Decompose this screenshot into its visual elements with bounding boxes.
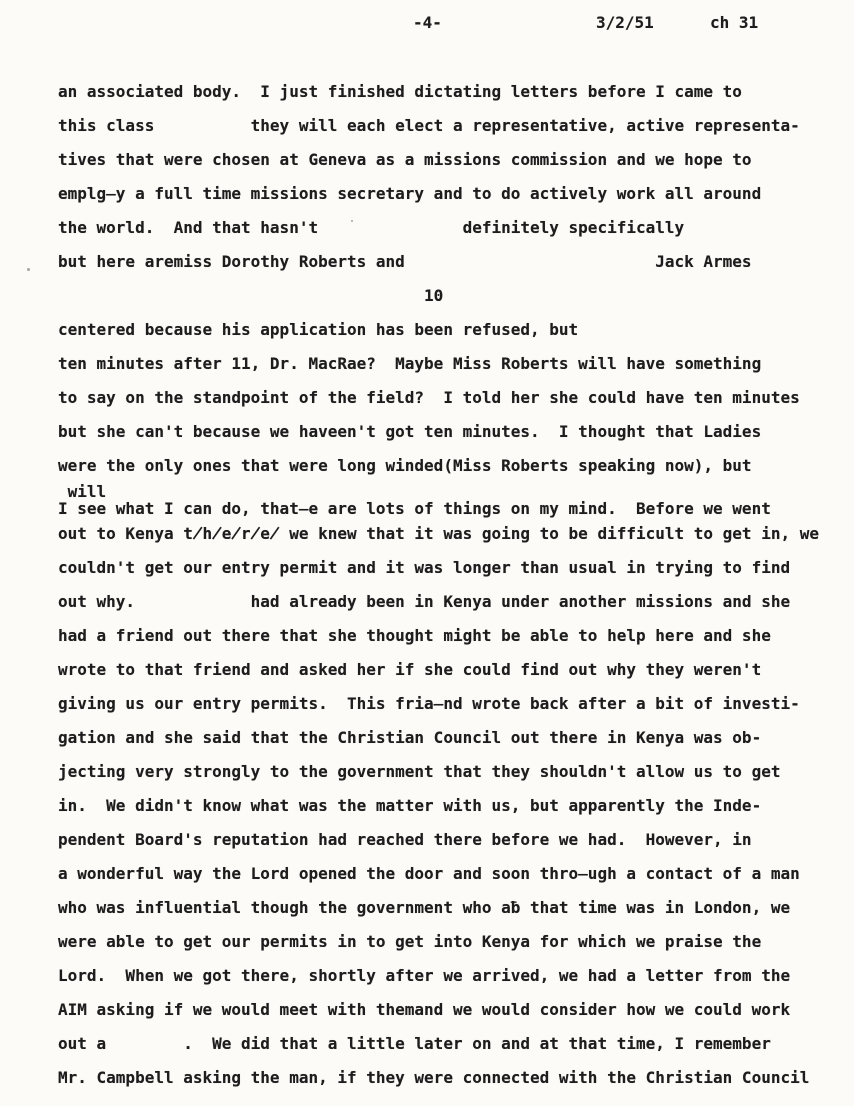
typescript-line: had a friend out there that she thought might be able to help here and she [58, 626, 771, 645]
typescript-line: were able to get our permits in to get into Kenya for which we praise the [58, 932, 762, 951]
typescript-line: in. We didn't know what was the matter with us, but apparently the Inde- [58, 796, 762, 815]
typescript-line: but here aremiss Dorothy Roberts and Jack Armes [58, 252, 752, 271]
typescript-line: AIM asking if we would meet with themand we would consider how we could work [58, 1000, 791, 1019]
typescript-line: wrote to that friend and asked her if she could find out why they weren't [58, 660, 762, 679]
typescript-line: out a . We did that a little later on and at that time, I remember [58, 1034, 771, 1053]
page-date: 3/2/51 [596, 13, 654, 32]
typescript-line: Lord. When we got there, shortly after we arrived, we had a letter from the [58, 966, 791, 985]
typescript-line: out to Kenya t̸h̸e̸r̸e̸ we knew that it was going to be difficult to get in, we [58, 524, 819, 543]
typescript-line: centered because his application has been refused, but [58, 320, 579, 339]
typescript-line: who was influential though the government who aƀ that time was in London, we [58, 898, 791, 917]
typescript-line: giving us our entry permits. This fria̶nd wrote back after a bit of investi- [58, 694, 800, 713]
scan-speck [351, 220, 353, 222]
typescript-line: tives that were chosen at Geneva as a missions commission and we hope to [58, 150, 752, 169]
typescript-line: were the only ones that were long winded(Miss Roberts speaking now), but [58, 456, 752, 475]
typescript-line: this class they will each elect a representative, active representa- [58, 116, 800, 135]
scan-speck [27, 268, 30, 271]
typescript-line: Mr. Campbell asking the man, if they were connected with the Christian Council [58, 1068, 810, 1087]
typescript-line: out why. had already been in Kenya under another missions and she [58, 592, 791, 611]
typescript-line: 10 [58, 286, 444, 305]
typescript-line: I see what I can do, that̶e are lots of things on my mind. Before we went [58, 499, 771, 518]
typescript-line: an associated body. I just finished dictating letters before I came to [58, 82, 742, 101]
typescript-line: a wonderful way the Lord opened the door and soon thro̶ugh a contact of a man [58, 864, 800, 883]
typescript-line: emplg̶y a full time missions secretary and to do actively work all around [58, 184, 762, 203]
typescript-body [58, 75, 854, 1095]
page-number: -4- [413, 13, 442, 32]
typescript-line: jecting very strongly to the government that they shouldn't allow us to get [58, 762, 781, 781]
typescript-line: couldn't get our entry permit and it was longer than usual in trying to find [58, 558, 791, 577]
chapter-reference: ch 31 [710, 13, 759, 32]
typescript-line: ten minutes after 11, Dr. MacRae? Maybe Miss Roberts will have something [58, 354, 762, 373]
typescript-line: the world. And that hasn't definitely specifically [58, 218, 685, 237]
typescript-line: gation and she said that the Christian Council out there in Kenya was ob- [58, 728, 762, 747]
typescript-line: will [58, 482, 107, 501]
typescript-line: but she can't because we haveen't got ten minutes. I thought that Ladies [58, 422, 762, 441]
typescript-line: pendent Board's reputation had reached there before we had. However, in [58, 830, 752, 849]
typescript-line: to say on the standpoint of the field? I told her she could have ten minutes [58, 388, 800, 407]
